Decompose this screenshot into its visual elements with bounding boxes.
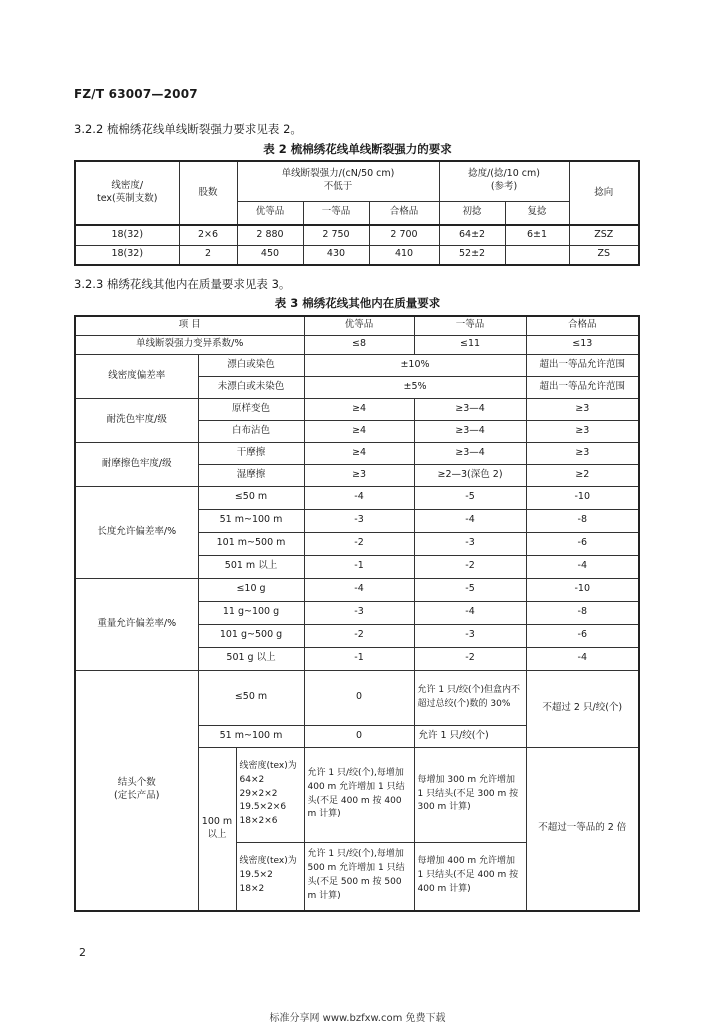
cell-grade3: 不超过一等品的 2 倍 bbox=[526, 747, 639, 911]
sub-label: 干摩擦 bbox=[198, 442, 304, 464]
row-label: 长度允许偏差率/% bbox=[75, 486, 198, 578]
section-3-2-2: 3.2.2 梳棉绣花线单线断裂强力要求见表 2。 bbox=[74, 122, 302, 136]
sub-label: 100 m 以上 bbox=[198, 747, 236, 911]
cell-grade2: -3 bbox=[414, 624, 526, 647]
section-3-2-3: 3.2.3 棉绣花线其他内在质量要求见表 3。 bbox=[74, 277, 291, 291]
cell-ply: 2×6 bbox=[179, 225, 237, 245]
cell-grade2: 每增加 400 m 允许增加 1 只结头(不足 400 m 按 400 m 计算) bbox=[414, 842, 526, 910]
cell-grade2: -5 bbox=[414, 486, 526, 509]
sub-label: 11 g~100 g bbox=[198, 601, 304, 624]
cell-grade2: 允许 1 只/绞(个) bbox=[414, 725, 526, 747]
cell-grade2: -4 bbox=[414, 601, 526, 624]
cell-grade3: ≥2 bbox=[526, 464, 639, 486]
cell-grade2: 每增加 300 m 允许增加 1 只结头(不足 300 m 按 300 m 计算) bbox=[414, 747, 526, 842]
cell-grade2: -2 bbox=[414, 555, 526, 578]
cell-grade1: -2 bbox=[304, 532, 414, 555]
row-label: 结头个数 (定长产品) bbox=[75, 670, 198, 911]
sub-label: 原样变色 bbox=[198, 398, 304, 420]
cell-grade3: -6 bbox=[526, 532, 639, 555]
cell-grade1: 0 bbox=[304, 725, 414, 747]
cell-grade2: 2 750 bbox=[303, 225, 369, 245]
table3 bbox=[74, 315, 640, 912]
table-row bbox=[75, 335, 639, 354]
cell-grade2: -3 bbox=[414, 532, 526, 555]
table-row bbox=[75, 670, 639, 725]
cell-grade3: 410 bbox=[369, 245, 439, 265]
cell-grade2: -2 bbox=[414, 647, 526, 670]
cell-grade3: -4 bbox=[526, 647, 639, 670]
row-label: 线密度偏差率 bbox=[75, 354, 198, 398]
cell-grade1: -4 bbox=[304, 578, 414, 601]
cell-grade2: -5 bbox=[414, 578, 526, 601]
table-row bbox=[75, 486, 639, 509]
density-spec: 线密度(tex)为 19.5×2 18×2 bbox=[236, 842, 304, 910]
cell-grade2: ≥3—4 bbox=[414, 442, 526, 464]
cell-grade1: ≥4 bbox=[304, 420, 414, 442]
row-label: 单线断裂强力变异系数/% bbox=[75, 335, 304, 354]
cell-grade3: 超出一等品允许范围 bbox=[526, 376, 639, 398]
cell-grade2: -4 bbox=[414, 509, 526, 532]
cell-twist1: 52±2 bbox=[439, 245, 505, 265]
table2-caption: 表 2 梳棉绣花线单线断裂强力的要求 bbox=[263, 142, 452, 156]
t3-header-item: 项 目 bbox=[75, 316, 304, 335]
cell-grade12: ±10% bbox=[304, 354, 526, 376]
table3-caption: 表 3 棉绣花线其他内在质量要求 bbox=[274, 296, 441, 310]
cell-grade3: -10 bbox=[526, 486, 639, 509]
table-row bbox=[75, 442, 639, 464]
t2-header-density: 线密度/ tex(英制支数) bbox=[75, 161, 179, 225]
cell-grade2: ≥3—4 bbox=[414, 398, 526, 420]
footer-watermark: 标准分享网 www.bzfxw.com 免费下载 bbox=[269, 1013, 446, 1024]
cell-twist2: 6±1 bbox=[505, 225, 569, 245]
cell-grade1: ≥4 bbox=[304, 398, 414, 420]
cell-twist2 bbox=[505, 245, 569, 265]
cell-grade3: 超出一等品允许范围 bbox=[526, 354, 639, 376]
cell-grade2: 430 bbox=[303, 245, 369, 265]
cell-grade1: 450 bbox=[237, 245, 303, 265]
sub-label: 51 m~100 m bbox=[198, 725, 304, 747]
row-label: 耐摩擦色牢度/级 bbox=[75, 442, 198, 486]
t2-header-direction: 捻向 bbox=[569, 161, 639, 225]
cell-grade1: ≤8 bbox=[304, 335, 414, 354]
cell-density: 18(32) bbox=[75, 225, 179, 245]
standard-code: FZ/T 63007—2007 bbox=[74, 87, 198, 101]
table-header-row bbox=[75, 316, 639, 335]
table-row bbox=[75, 225, 639, 245]
cell-grade3: -8 bbox=[526, 601, 639, 624]
cell-grade12: ±5% bbox=[304, 376, 526, 398]
cell-grade3: ≥3 bbox=[526, 398, 639, 420]
t2-header-twist1: 初捻 bbox=[439, 201, 505, 225]
t2-header-ply: 股数 bbox=[179, 161, 237, 225]
t2-header-twist2: 复捻 bbox=[505, 201, 569, 225]
sub-label: 未漂白或未染色 bbox=[198, 376, 304, 398]
t2-header-strength: 单线断裂强力/(cN/50 cm) 不低于 bbox=[237, 161, 439, 201]
sub-label: ≤50 m bbox=[198, 670, 304, 725]
t3-header-grade1: 优等品 bbox=[304, 316, 414, 335]
page-number: 2 bbox=[79, 946, 86, 959]
t2-header-grade3: 合格品 bbox=[369, 201, 439, 225]
table-row bbox=[75, 245, 639, 265]
sub-label: 501 m 以上 bbox=[198, 555, 304, 578]
cell-grade3: -8 bbox=[526, 509, 639, 532]
row-label: 重量允许偏差率/% bbox=[75, 578, 198, 670]
t2-header-grade1: 优等品 bbox=[237, 201, 303, 225]
sub-label: 湿摩擦 bbox=[198, 464, 304, 486]
cell-grade3: ≥3 bbox=[526, 420, 639, 442]
cell-grade1: 允许 1 只/绞(个),每增加 500 m 允许增加 1 只结头(不足 500 m 按 500 m 计算) bbox=[304, 842, 414, 910]
cell-grade3: ≥3 bbox=[526, 442, 639, 464]
cell-grade1: -3 bbox=[304, 509, 414, 532]
cell-grade3: -10 bbox=[526, 578, 639, 601]
cell-grade1: -2 bbox=[304, 624, 414, 647]
sub-label: 白布沾色 bbox=[198, 420, 304, 442]
t3-header-grade2: 一等品 bbox=[414, 316, 526, 335]
cell-grade1: 2 880 bbox=[237, 225, 303, 245]
cell-grade2: ≤11 bbox=[414, 335, 526, 354]
sub-label: ≤10 g bbox=[198, 578, 304, 601]
cell-grade2: 允许 1 只/绞(个)但盒内不超过总绞(个)数的 30% bbox=[414, 670, 526, 725]
sub-label: 漂白或染色 bbox=[198, 354, 304, 376]
cell-grade3: -4 bbox=[526, 555, 639, 578]
density-spec: 线密度(tex)为 64×2 29×2×2 19.5×2×6 18×2×6 bbox=[236, 747, 304, 842]
t3-header-grade3: 合格品 bbox=[526, 316, 639, 335]
cell-grade1: -3 bbox=[304, 601, 414, 624]
sub-label: 501 g 以上 bbox=[198, 647, 304, 670]
cell-direction: ZS bbox=[569, 245, 639, 265]
cell-grade1: ≥3 bbox=[304, 464, 414, 486]
cell-grade3: ≤13 bbox=[526, 335, 639, 354]
cell-grade3: -6 bbox=[526, 624, 639, 647]
cell-ply: 2 bbox=[179, 245, 237, 265]
t2-header-twist: 捻度/(捻/10 cm) (参考) bbox=[439, 161, 569, 201]
sub-label: 101 g~500 g bbox=[198, 624, 304, 647]
cell-grade2: ≥2—3(深色 2) bbox=[414, 464, 526, 486]
cell-grade1: ≥4 bbox=[304, 442, 414, 464]
cell-grade1: 0 bbox=[304, 670, 414, 725]
cell-grade1: -1 bbox=[304, 647, 414, 670]
cell-grade1: 允许 1 只/绞(个),每增加 400 m 允许增加 1 只结头(不足 400 m 按 400 m 计算) bbox=[304, 747, 414, 842]
cell-grade3: 不超过 2 只/绞(个) bbox=[526, 670, 639, 747]
row-label: 耐洗色牢度/级 bbox=[75, 398, 198, 442]
cell-direction: ZSZ bbox=[569, 225, 639, 245]
table-row bbox=[75, 578, 639, 601]
table2 bbox=[74, 160, 640, 266]
sub-label: ≤50 m bbox=[198, 486, 304, 509]
table-row bbox=[75, 354, 639, 376]
cell-grade1: -4 bbox=[304, 486, 414, 509]
cell-grade2: ≥3—4 bbox=[414, 420, 526, 442]
cell-density: 18(32) bbox=[75, 245, 179, 265]
sub-label: 101 m~500 m bbox=[198, 532, 304, 555]
sub-label: 51 m~100 m bbox=[198, 509, 304, 532]
cell-grade1: -1 bbox=[304, 555, 414, 578]
t2-header-grade2: 一等品 bbox=[303, 201, 369, 225]
cell-grade3: 2 700 bbox=[369, 225, 439, 245]
cell-twist1: 64±2 bbox=[439, 225, 505, 245]
table-row bbox=[75, 398, 639, 420]
